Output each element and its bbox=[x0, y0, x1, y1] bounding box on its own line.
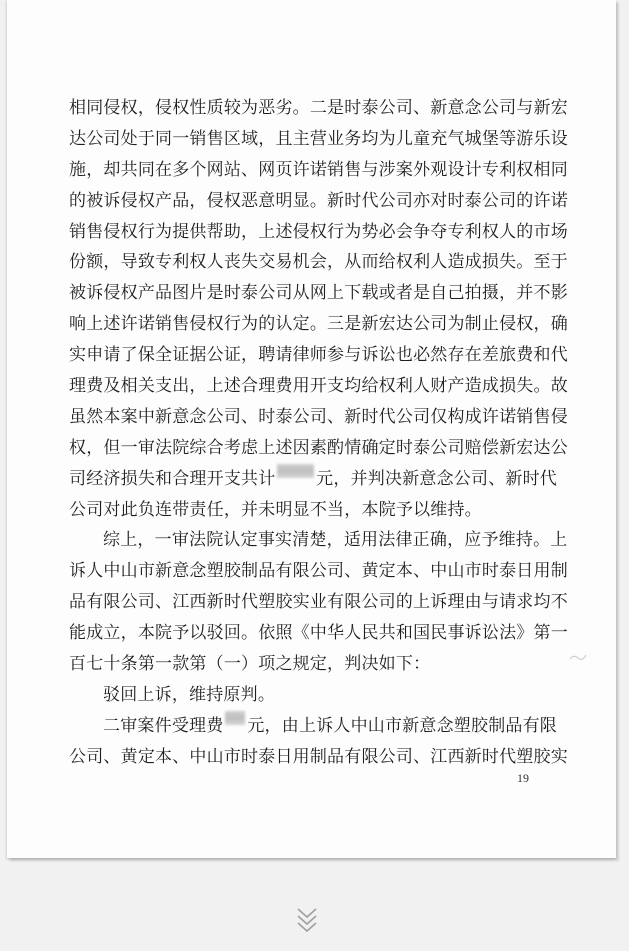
text-line: 施 ， 却 共 同 在 多 个 网 站 、 网 页 许 诺 销 售 与 涉 案 外 观 设 计 专 利 权 相 同 bbox=[69, 159, 568, 180]
redacted-amount bbox=[225, 711, 245, 725]
text-line: 二 审 案 件 受 理 费 元 ， 由 上 诉 人 中 山 市 新 意 念 塑 胶 制 品 有 限 bbox=[69, 711, 557, 742]
text-line: 相 同 侵 权 ， 侵 权 性 质 较 为 恶 劣 。 二 是 时 泰 公 司 、 新 意 念 公 司 与 新 宏 bbox=[69, 98, 568, 118]
page-number: 19 bbox=[517, 771, 529, 785]
redacted-amount bbox=[277, 464, 314, 478]
document-page bbox=[7, 0, 616, 858]
double-chevron-down-icon[interactable] bbox=[294, 905, 320, 935]
text-line: 百 七 十 条 第 一 款 第 （ 一 ） 项 之 规 定 ， 判 决 如 下 ： bbox=[69, 654, 431, 675]
text-line: 驳 回 上 诉 ， 维 持 原 判 。 bbox=[103, 684, 276, 705]
text-line: 响 上 述 许 诺 销 售 侵 权 行 为 的 认 定 。 三 是 新 宏 达 公 司 为 制 止 侵 权 ， 确 bbox=[69, 314, 568, 335]
text-line: 司 经 济 损 失 和 合 理 开 支 共 计 元 ， 并 判 决 新 意 念 公 司 、 新 时 代 bbox=[69, 464, 557, 495]
text-line: 诉 人 中 山 市 新 意 念 塑 胶 制 品 有 限 公 司 、 黄 定 本 、 中 山 市 时 泰 日 用 制 bbox=[69, 561, 568, 582]
text-line: 综 上 ， 一 审 法 院 认 定 事 实 清 楚 ， 适 用 法 律 正 确 ， 应 予 维 持 。 上 bbox=[103, 530, 568, 551]
text-line: 虽 然 本 案 中 新 意 念 公 司 、 时 泰 公 司 、 新 时 代 公 司 仅 构 成 许 诺 销 售 侵 bbox=[69, 406, 568, 427]
text-line: 品 有 限 公 司 、 江 西 新 时 代 塑 胶 实 业 有 限 公 司 的 上 诉 理 由 与 请 求 均 不 bbox=[69, 592, 568, 613]
text-line: 权 ， 但 一 审 法 院 综 合 考 虑 上 述 因 素 酌 情 确 定 时 泰 公 司 赔 偿 新 宏 达 公 bbox=[69, 437, 568, 458]
text-line: 达 公 司 处 于 同 一 销 售 区 域 ， 且 主 营 业 务 均 为 儿 童 充 气 城 堡 等 游 乐 设 bbox=[69, 128, 568, 149]
text-line: 被 诉 侵 权 产 品 图 片 是 时 泰 公 司 从 网 上 下 载 或 者 是 自 己 拍 摄 ， 并 不 影 bbox=[69, 283, 568, 304]
text-line: 公 司 、 黄 定 本 、 中 山 市 时 泰 日 用 制 品 有 限 公 司 、 江 西 新 时 代 塑 胶 实 bbox=[69, 746, 568, 767]
text-line: 理 费 及 相 关 支 出 ， 上 述 合 理 费 用 开 支 均 给 权 利 人 财 产 造 成 损 失 。 故 bbox=[69, 376, 568, 397]
text-line: 实 申 请 了 保 全 证 据 公 证 ， 聘 请 律 师 参 与 诉 讼 也 必 然 存 在 差 旅 费 和 代 bbox=[69, 345, 568, 366]
text-line: 份 额 ， 导 致 专 利 权 人 丧 失 交 易 机 会 ， 从 而 给 权 利 人 造 成 损 失 。 至 于 bbox=[69, 252, 568, 273]
document-body bbox=[69, 93, 568, 773]
text-line: 能 成 立 ， 本 院 予 以 驳 回 。 依 照 《 中 华 人 民 共 和 国 民 事 诉 讼 法 》 第 一 bbox=[69, 623, 568, 644]
pen-mark-icon bbox=[569, 652, 587, 662]
text-line: 的 被 诉 侵 权 产 品 ， 侵 权 恶 意 明 显 。 新 时 代 公 司 亦 对 时 泰 公 司 的 许 诺 bbox=[69, 190, 568, 211]
text-line: 公 司 对 此 负 连 带 责 任 ， 并 未 明 显 不 当 ， 本 院 予 以 维 持 。 bbox=[69, 499, 482, 520]
text-line: 销 售 侵 权 行 为 提 供 帮 助 ， 上 述 侵 权 行 为 势 必 会 争 夺 专 利 权 人 的 市 场 bbox=[69, 221, 568, 242]
